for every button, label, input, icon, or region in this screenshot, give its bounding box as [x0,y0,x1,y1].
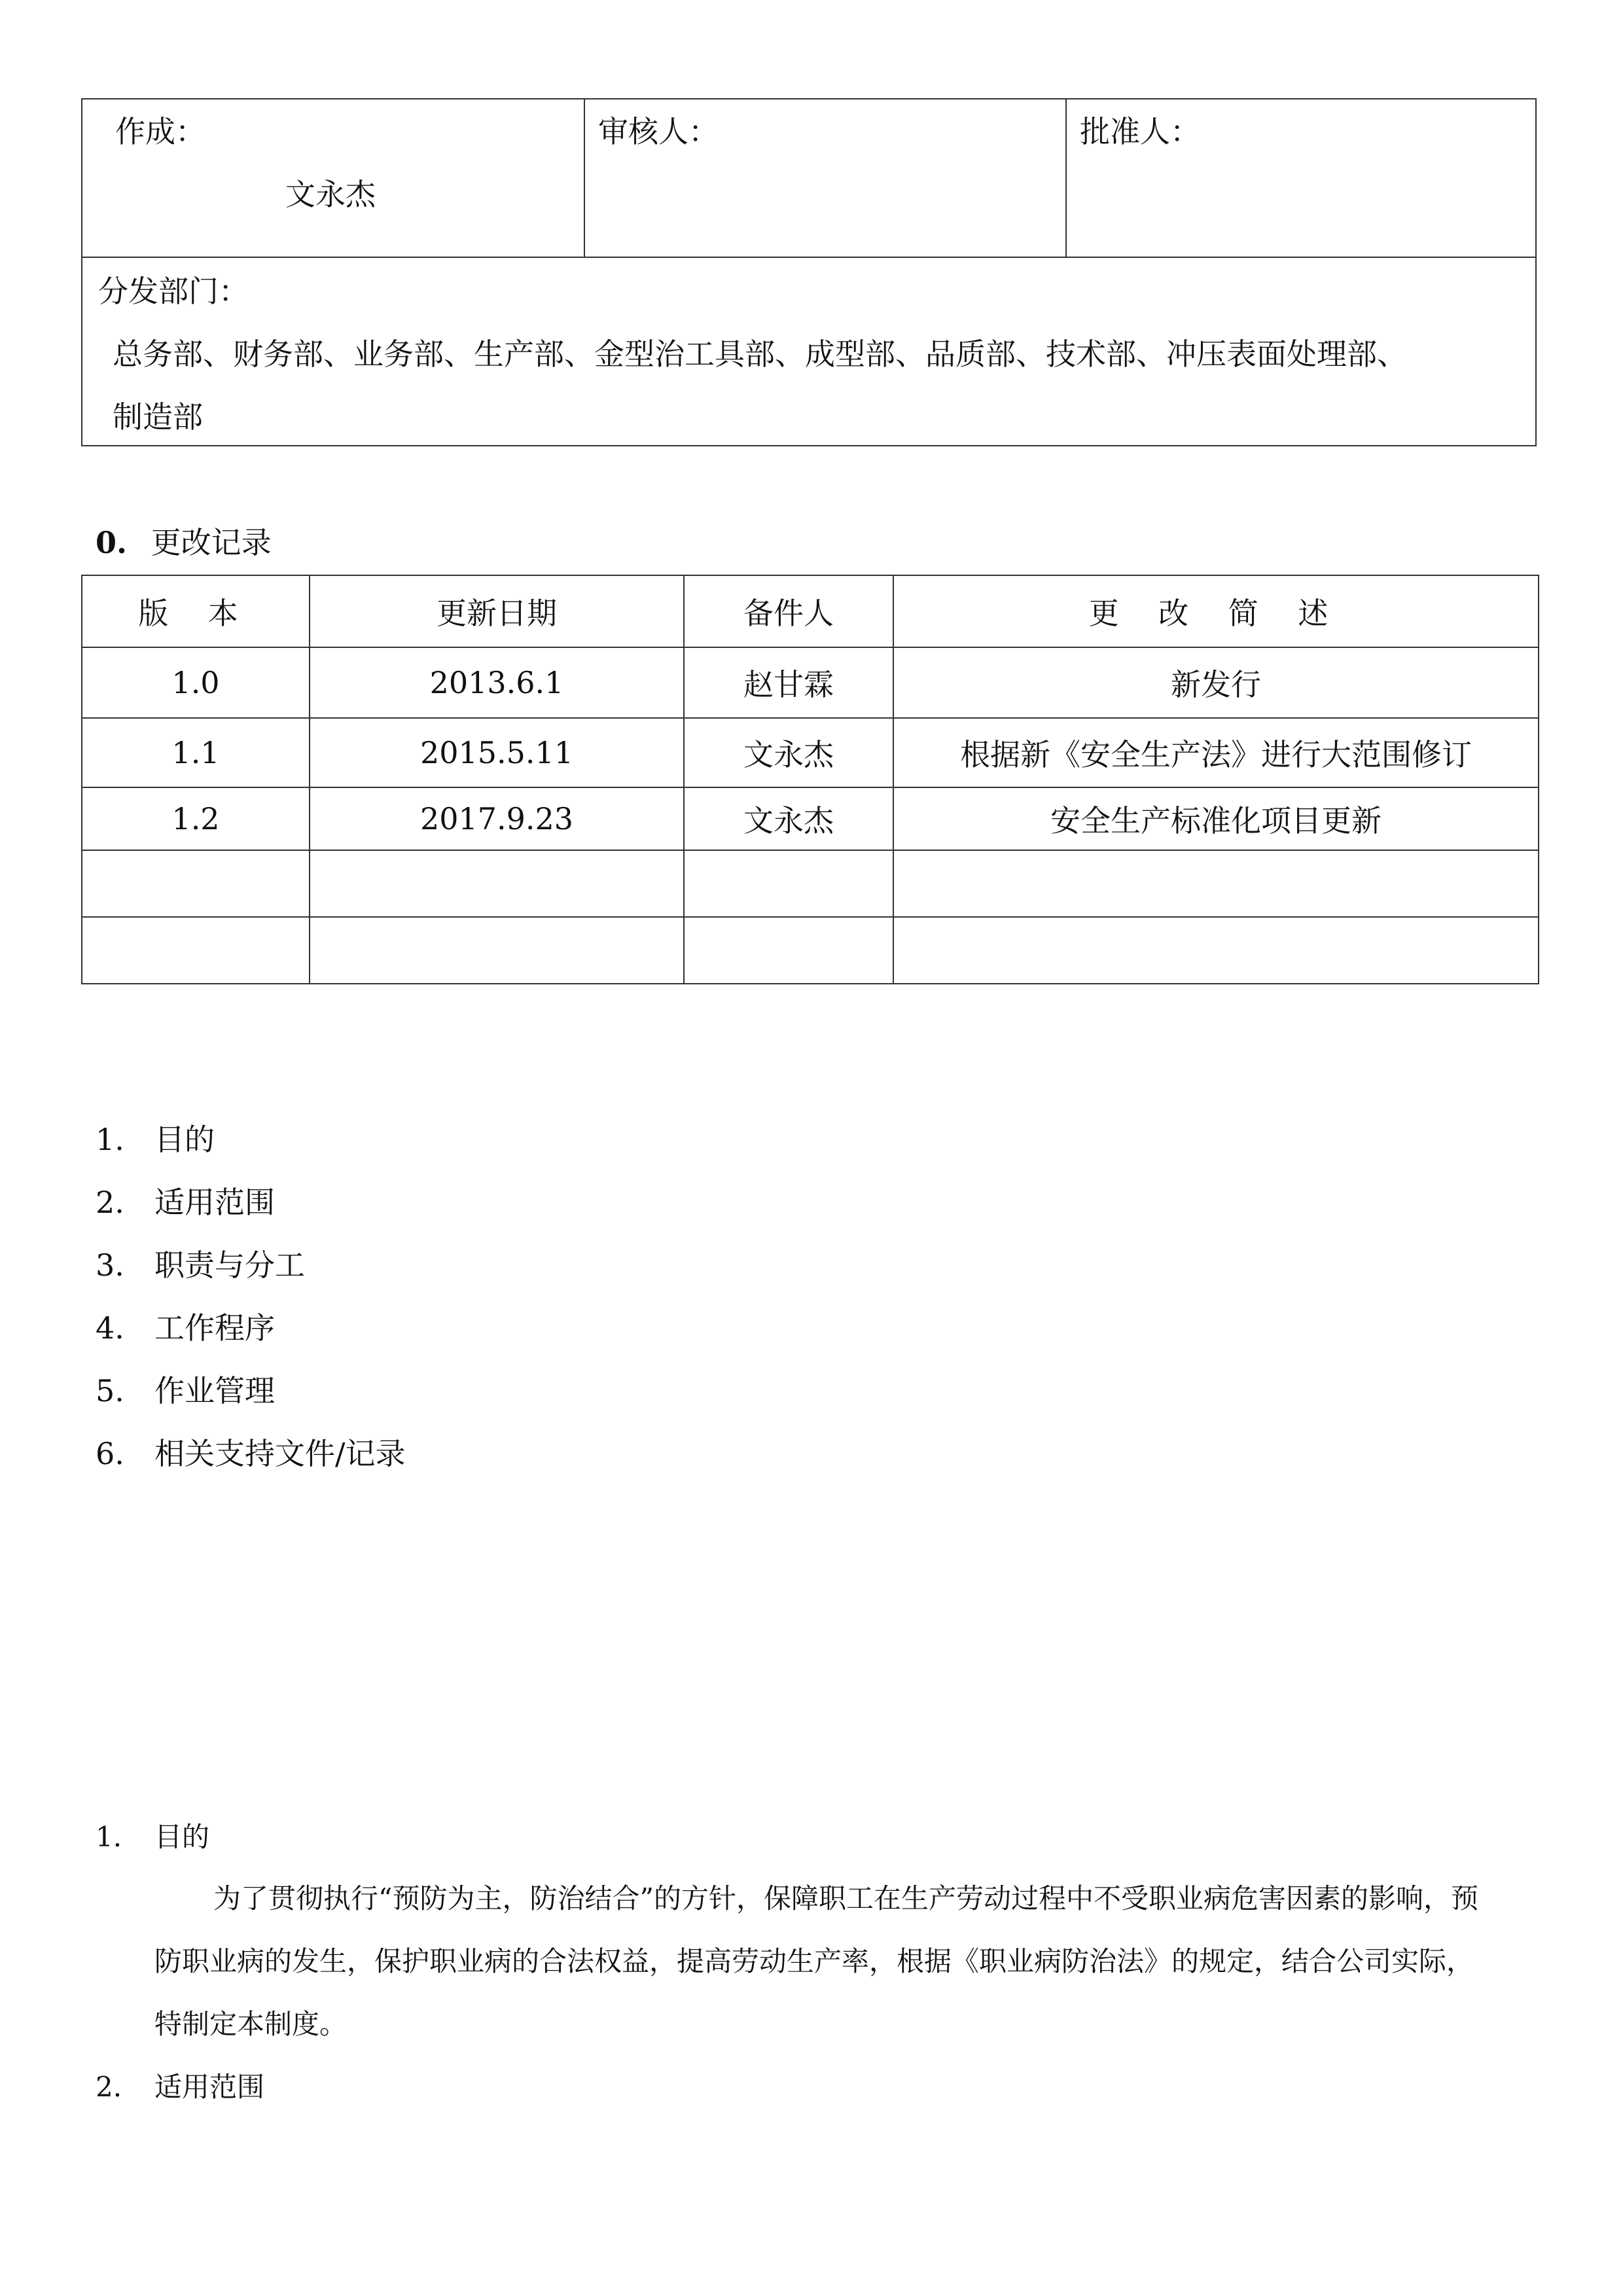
toc-number: 6. [96,1436,124,1471]
cell-person: 文永杰 [684,787,893,850]
paragraph-line: 特制定本制度。 [154,2008,348,2040]
cell-summary: 新发行 [893,647,1539,718]
revision-heading [96,525,272,560]
table-row [82,850,1539,917]
toc-number: 3. [96,1247,124,1283]
toc-text: 作业管理 [154,1373,275,1408]
distribution-list-cont: 制造部 [113,399,203,435]
cell-person [684,850,893,917]
toc-item [96,1310,406,1376]
cell-summary: 根据新《安全生产法》进行大范围修订 [893,718,1539,787]
table-row [82,787,1539,850]
paragraph-line: 防职业病的发生，保护职业病的合法权益，提高劳动生产率，根据《职业病防治法》的规定，结合公司实际， [154,1945,1474,1977]
revision-heading-num: 0. [96,525,128,560]
cell-person: 赵甘霖 [684,647,893,718]
toc-number: 5. [96,1373,124,1408]
cell-version: 1.1 [82,718,310,787]
toc-number: 2. [96,1185,124,1220]
table-header-row [82,575,1539,647]
toc-number: 1. [96,1122,124,1157]
approval-box [81,98,1537,446]
author-name: 文永杰 [285,177,376,212]
approver-label: 批准人： [1080,114,1200,149]
toc-item [96,1436,406,1501]
paragraph-line: 为了贯彻执行“预防为主，防治结合”的方针，保障职工在生产劳动过程中不受职业病危害因素的影响，预 [213,1882,1478,1914]
cell-version: 1.2 [82,787,310,850]
header-summary: 更 改 简 述 [893,575,1539,647]
cell-version [82,850,310,917]
toc [96,1124,406,1501]
toc-text: 职责与分工 [154,1247,305,1283]
distribution-list: 总务部、财务部、业务部、生产部、金型治工具部、成型部、品质部、技术部、冲压表面处理部、 [113,336,1407,372]
cell-summary: 安全生产标准化项目更新 [893,787,1539,850]
cell-summary [893,917,1539,984]
distribution-label: 分发部门： [98,274,249,309]
section-number: 2. [96,2071,122,2103]
section-number: 1. [96,1821,122,1853]
divider [82,257,1535,258]
header-version: 版 本 [82,575,310,647]
header-person: 备件人 [684,575,893,647]
cell-date: 2013.6.1 [310,647,684,718]
section-2-heading [96,2073,264,2101]
toc-text: 目的 [154,1122,215,1157]
toc-text: 适用范围 [154,1185,275,1220]
cell-version: 1.0 [82,647,310,718]
toc-item [96,1373,406,1439]
revision-heading-text: 更改记录 [151,525,272,560]
section-title: 目的 [154,1821,210,1853]
header-date: 更新日期 [310,575,684,647]
author-label: 作成： [115,114,205,149]
cell-date [310,850,684,917]
reviewer-label: 审核人： [598,114,719,149]
table-row [82,718,1539,787]
cell-version [82,917,310,984]
toc-number: 4. [96,1310,124,1346]
toc-item [96,1247,406,1313]
cell-date: 2015.5.11 [310,718,684,787]
divider [1065,99,1067,257]
divider [584,99,585,257]
section-title: 适用范围 [154,2071,265,2103]
toc-item [96,1187,406,1250]
revision-table [81,575,1539,984]
toc-text: 相关支持文件/记录 [154,1436,406,1471]
cell-date: 2017.9.23 [310,787,684,850]
section-1-heading [96,1823,209,1851]
table-row [82,647,1539,718]
table-row [82,917,1539,984]
toc-text: 工作程序 [154,1310,275,1346]
cell-date [310,917,684,984]
cell-summary [893,850,1539,917]
toc-item [96,1124,406,1187]
cell-person [684,917,893,984]
cell-person: 文永杰 [684,718,893,787]
